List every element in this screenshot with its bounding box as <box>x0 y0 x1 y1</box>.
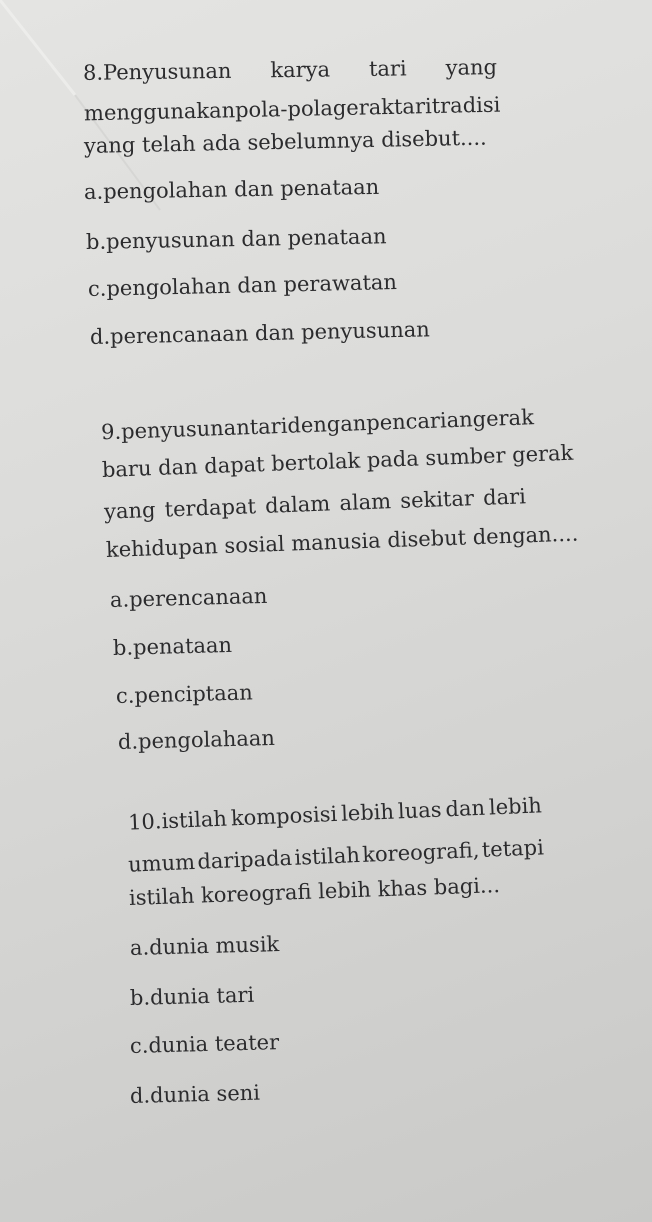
word: koreografi, <box>361 838 480 867</box>
stem-text: istilah koreografi lebih khas bagi... <box>128 873 501 910</box>
word: umum <box>127 849 196 877</box>
word: 9.penyusunan <box>100 415 251 445</box>
word: karya <box>270 57 331 83</box>
stem-text: kehidupan sosial manusia disebut dengan.... <box>105 521 579 562</box>
stem-text: yang telah ada sebelumnya disebut.... <box>83 125 487 158</box>
word: komposisi <box>230 801 338 831</box>
question-9-line-4 <box>105 521 579 562</box>
question-9-option-a: a.perencanaan <box>109 583 268 612</box>
word: menggunakan <box>83 98 236 126</box>
question-10-line-3 <box>129 875 501 909</box>
word: dari <box>482 484 527 510</box>
word: pola-pola <box>234 96 334 123</box>
word: istilah <box>293 843 361 870</box>
word: tetapi <box>481 835 545 862</box>
word: alam <box>338 489 392 516</box>
question-10-line-2 <box>128 837 545 875</box>
word: daripada <box>196 845 293 874</box>
word: luas <box>397 797 442 824</box>
question-8-line-3 <box>83 125 487 158</box>
question-9-line-3 <box>104 486 526 522</box>
question-9-option-d: d.pengolahaan <box>117 725 276 754</box>
question-9-option-c: c.penciptaan <box>115 680 254 708</box>
word: lebih <box>340 799 395 826</box>
question-8-option-a: a.pengolahan dan penataan <box>83 174 380 204</box>
word: yang <box>103 497 156 524</box>
question-8-option-d: d.perencanaan dan penyusunan <box>89 317 431 349</box>
stem-text: baru dan dapat bertolak pada sumber gerak <box>101 440 574 482</box>
question-8-line-1 <box>83 57 497 84</box>
question-9-line-1 <box>100 405 535 445</box>
word: lebih <box>488 793 543 820</box>
question-8-option-b: b.penyusunan dan penataan <box>85 224 387 254</box>
question-10-option-c: c.dunia teater <box>129 1030 280 1058</box>
question-9-line-2 <box>101 440 574 482</box>
question-10-option-b: b.dunia tari <box>129 982 255 1010</box>
word: dalam <box>264 491 331 518</box>
word: 10.istilah <box>127 806 228 835</box>
question-8-line-2 <box>83 92 501 126</box>
question-8-option-c: c.pengolahan dan perawatan <box>87 269 398 301</box>
question-10-option-d: d.dunia seni <box>129 1080 261 1108</box>
question-10-option-a: a.dunia musik <box>129 932 280 960</box>
word: tari <box>368 56 407 81</box>
word: terdapat <box>164 494 257 522</box>
question-9-option-b: b.penataan <box>112 632 233 660</box>
word: tradisi <box>431 92 501 119</box>
word: 8.Penyusunan <box>82 58 232 85</box>
word: gerak <box>332 94 395 121</box>
question-10-line-1 <box>128 795 543 833</box>
word: yang <box>445 55 498 80</box>
word: dan <box>444 795 486 822</box>
word: dengan <box>286 411 367 438</box>
word: gerak <box>472 405 535 432</box>
word: tari <box>249 413 288 440</box>
word: tari <box>393 94 432 119</box>
word: sekitar <box>399 486 475 513</box>
word: pencarian <box>365 407 474 436</box>
